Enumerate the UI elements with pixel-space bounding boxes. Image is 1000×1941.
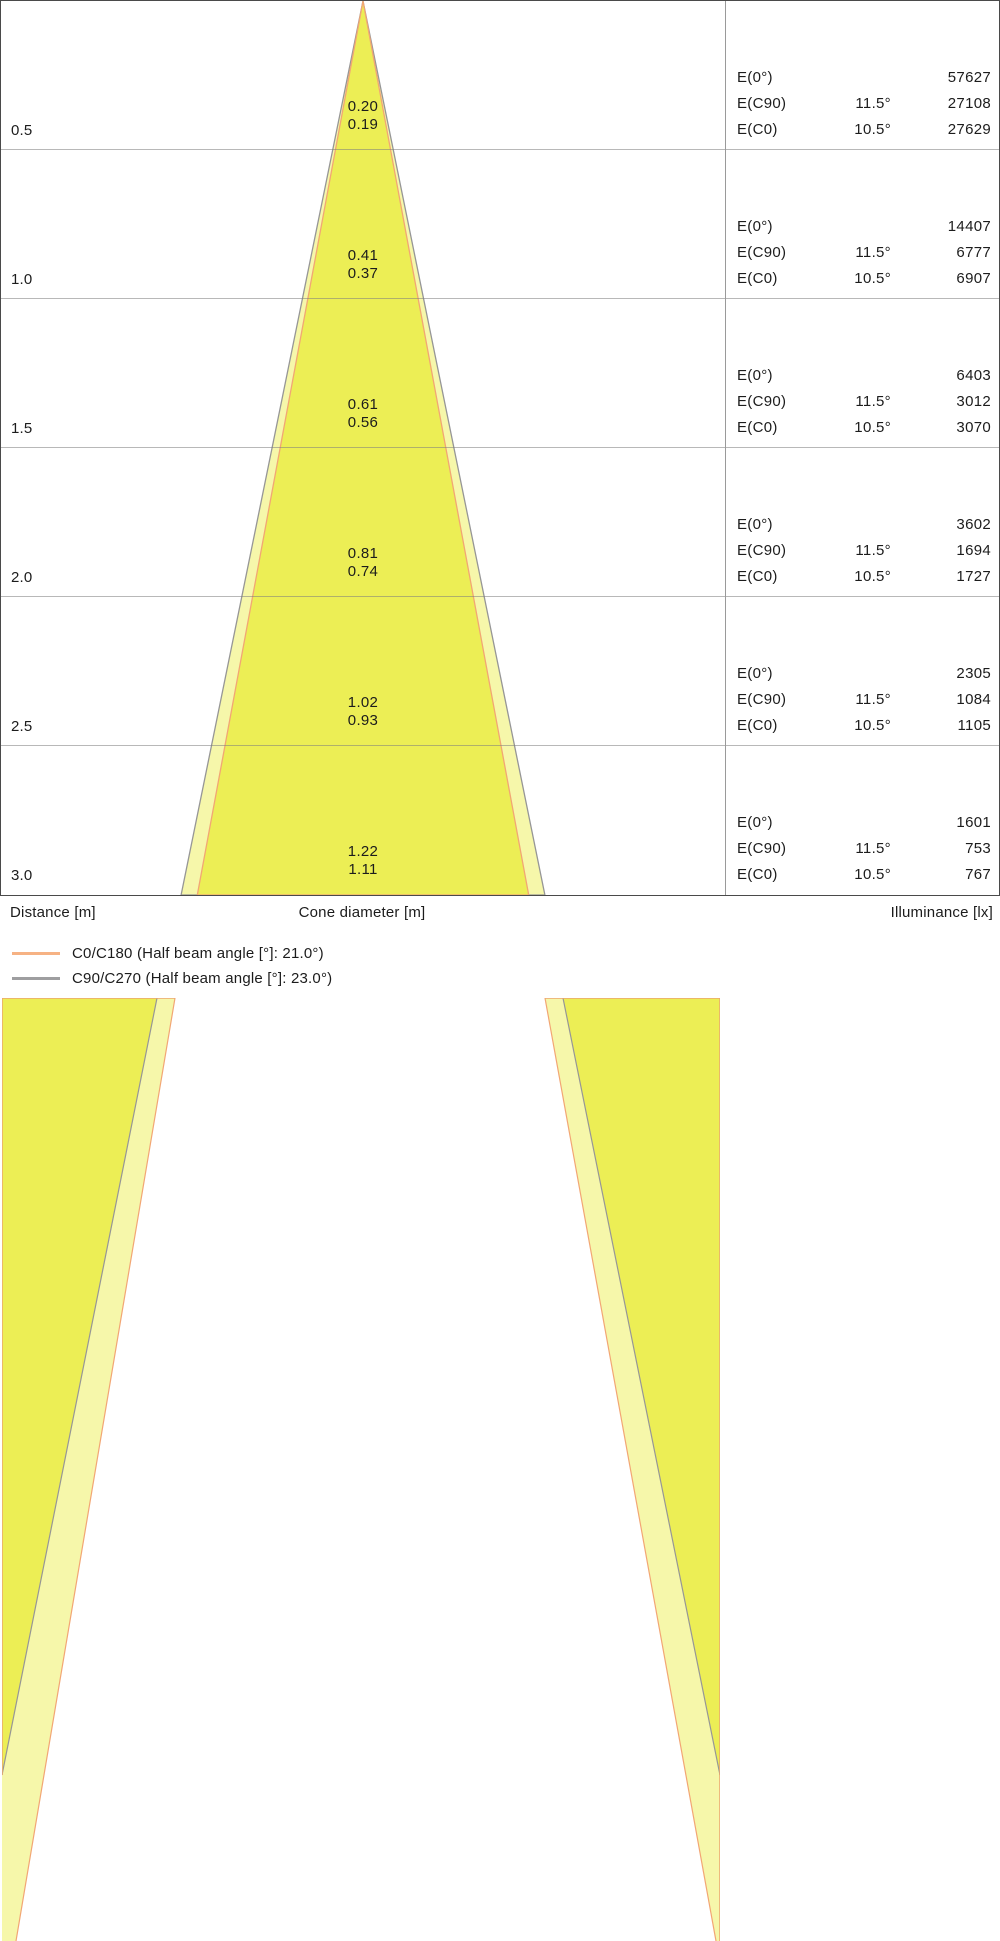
cone-table	[0, 0, 1000, 896]
distance-axis-label: Distance [m]	[10, 904, 96, 921]
ec90-angle: 11.5°	[855, 393, 891, 410]
distance-label: 3.0	[11, 867, 33, 884]
grid-row-line	[1, 745, 999, 746]
illuminance-row-ec90	[737, 538, 991, 564]
e0-label: E(0°)	[737, 69, 773, 86]
e0-angle	[837, 512, 891, 538]
illuminance-block	[737, 363, 991, 441]
distance-label: 1.5	[11, 420, 33, 437]
ec0-label: E(C0)	[737, 568, 778, 585]
cone-diameter-values	[348, 545, 378, 581]
ec90-angle: 11.5°	[855, 95, 891, 112]
ec0-angle: 10.5°	[854, 866, 891, 883]
e0-label: E(0°)	[737, 218, 773, 235]
ec90-value: 3012	[956, 393, 991, 410]
ec90-angle: 11.5°	[855, 840, 891, 857]
e0-angle	[837, 214, 891, 240]
ec0-label: E(C0)	[737, 419, 778, 436]
ec90-label: E(C90)	[737, 393, 787, 410]
illuminance-row-ec0	[737, 415, 991, 441]
ec90-value: 1694	[956, 542, 991, 559]
c0-line-swatch	[12, 952, 60, 955]
illuminance-row-e0	[737, 661, 991, 687]
ec90-value: 6777	[956, 244, 991, 261]
cone-diameter-c0: 0.93	[347, 712, 379, 729]
illuminance-block	[737, 810, 991, 888]
c90-line-swatch	[12, 977, 60, 980]
illuminance-row-ec0	[737, 862, 991, 888]
ec90-value: 1084	[956, 691, 991, 708]
grid-row-line	[1, 149, 999, 150]
ec0-angle: 10.5°	[854, 419, 891, 436]
ec0-angle: 10.5°	[854, 717, 891, 734]
e0-value: 2305	[956, 665, 991, 682]
cone-diameter-c0: 0.74	[347, 563, 379, 580]
cone-diameter-c90: 1.22	[347, 843, 379, 860]
legend-label-c0: C0/C180 (Half beam angle [°]: 21.0°)	[72, 945, 324, 962]
ec0-value: 767	[965, 866, 991, 883]
cone-diameter-c0: 0.56	[347, 414, 379, 431]
illuminance-row-ec90	[737, 240, 991, 266]
illuminance-block	[737, 214, 991, 292]
e0-value: 3602	[956, 516, 991, 533]
e0-label: E(0°)	[737, 814, 773, 831]
legend-label-c90: C90/C270 (Half beam angle [°]: 23.0°)	[72, 970, 333, 987]
ec0-angle: 10.5°	[854, 121, 891, 138]
ec0-value: 1727	[956, 568, 991, 585]
ec0-value: 27629	[947, 121, 991, 138]
ec90-label: E(C90)	[737, 95, 787, 112]
cone-diameter-c90: 0.41	[347, 247, 379, 264]
illuminance-row-ec0	[737, 117, 991, 143]
distance-label: 2.0	[11, 569, 33, 586]
distance-label: 0.5	[11, 122, 33, 139]
distance-label: 1.0	[11, 271, 33, 288]
ec0-value: 6907	[956, 270, 991, 287]
illuminance-axis-label: Illuminance [lx]	[890, 904, 993, 921]
illuminance-row-e0	[737, 214, 991, 240]
ec90-label: E(C90)	[737, 691, 787, 708]
cone-diameter-c0: 0.37	[347, 265, 379, 282]
e0-angle	[837, 661, 891, 687]
e0-label: E(0°)	[737, 516, 773, 533]
ec0-value: 1105	[957, 717, 991, 734]
ec0-value: 3070	[956, 419, 991, 436]
grid-row-line	[1, 298, 999, 299]
ec0-label: E(C0)	[737, 717, 778, 734]
cone-diameter-c0: 1.11	[348, 861, 378, 878]
ec90-angle: 11.5°	[855, 244, 891, 261]
illuminance-row-e0	[737, 65, 991, 91]
illuminance-row-ec90	[737, 91, 991, 117]
ec90-label: E(C90)	[737, 244, 787, 261]
cone-diameter-c90: 0.81	[347, 545, 379, 562]
ec0-label: E(C0)	[737, 270, 778, 287]
ec90-value: 753	[965, 840, 991, 857]
illuminance-block	[737, 661, 991, 739]
ec90-label: E(C90)	[737, 840, 787, 857]
illuminance-row-e0	[737, 810, 991, 836]
e0-label: E(0°)	[737, 665, 773, 682]
cone-diameter-c90: 1.02	[347, 694, 379, 711]
grid-row-line	[1, 596, 999, 597]
table-divider	[725, 1, 726, 895]
cone-diameter-c90: 0.20	[347, 98, 379, 115]
cone-diameter-values	[348, 843, 378, 879]
ec90-angle: 11.5°	[855, 542, 891, 559]
ec90-label: E(C90)	[737, 542, 787, 559]
cone-graphic-magnified	[2, 998, 720, 1941]
illuminance-row-e0	[737, 363, 991, 389]
illuminance-row-ec90	[737, 389, 991, 415]
legend-item-c0	[12, 941, 332, 966]
e0-angle	[837, 810, 891, 836]
cone-diameter-values	[348, 396, 378, 432]
e0-angle	[837, 65, 891, 91]
distance-label: 2.5	[11, 718, 33, 735]
ec90-angle: 11.5°	[855, 691, 891, 708]
cone-diameter-axis-label: Cone diameter [m]	[298, 904, 426, 921]
cone-diameter-values	[348, 98, 378, 134]
ec0-angle: 10.5°	[854, 270, 891, 287]
ec0-label: E(C0)	[737, 866, 778, 883]
illuminance-block	[737, 512, 991, 590]
cone-diameter-values	[348, 247, 378, 283]
illuminance-row-e0	[737, 512, 991, 538]
legend	[12, 941, 332, 991]
e0-value: 57627	[947, 69, 991, 86]
ec90-value: 27108	[947, 95, 991, 112]
illuminance-row-ec90	[737, 836, 991, 862]
illuminance-block	[737, 65, 991, 143]
c0-cone-shape	[197, 1, 528, 895]
grid-row-line	[1, 447, 999, 448]
e0-angle	[837, 363, 891, 389]
legend-item-c90	[12, 966, 332, 991]
cone-diameter-c0: 0.19	[347, 116, 379, 133]
ec0-angle: 10.5°	[854, 568, 891, 585]
cone-diameter-c90: 0.61	[347, 396, 379, 413]
illuminance-row-ec0	[737, 564, 991, 590]
e0-value: 14407	[947, 218, 991, 235]
e0-value: 1601	[956, 814, 991, 831]
e0-value: 6403	[956, 367, 991, 384]
cone-diameter-values	[348, 694, 378, 730]
illuminance-row-ec0	[737, 713, 991, 739]
illuminance-row-ec90	[737, 687, 991, 713]
e0-label: E(0°)	[737, 367, 773, 384]
illuminance-row-ec0	[737, 266, 991, 292]
ec0-label: E(C0)	[737, 121, 778, 138]
